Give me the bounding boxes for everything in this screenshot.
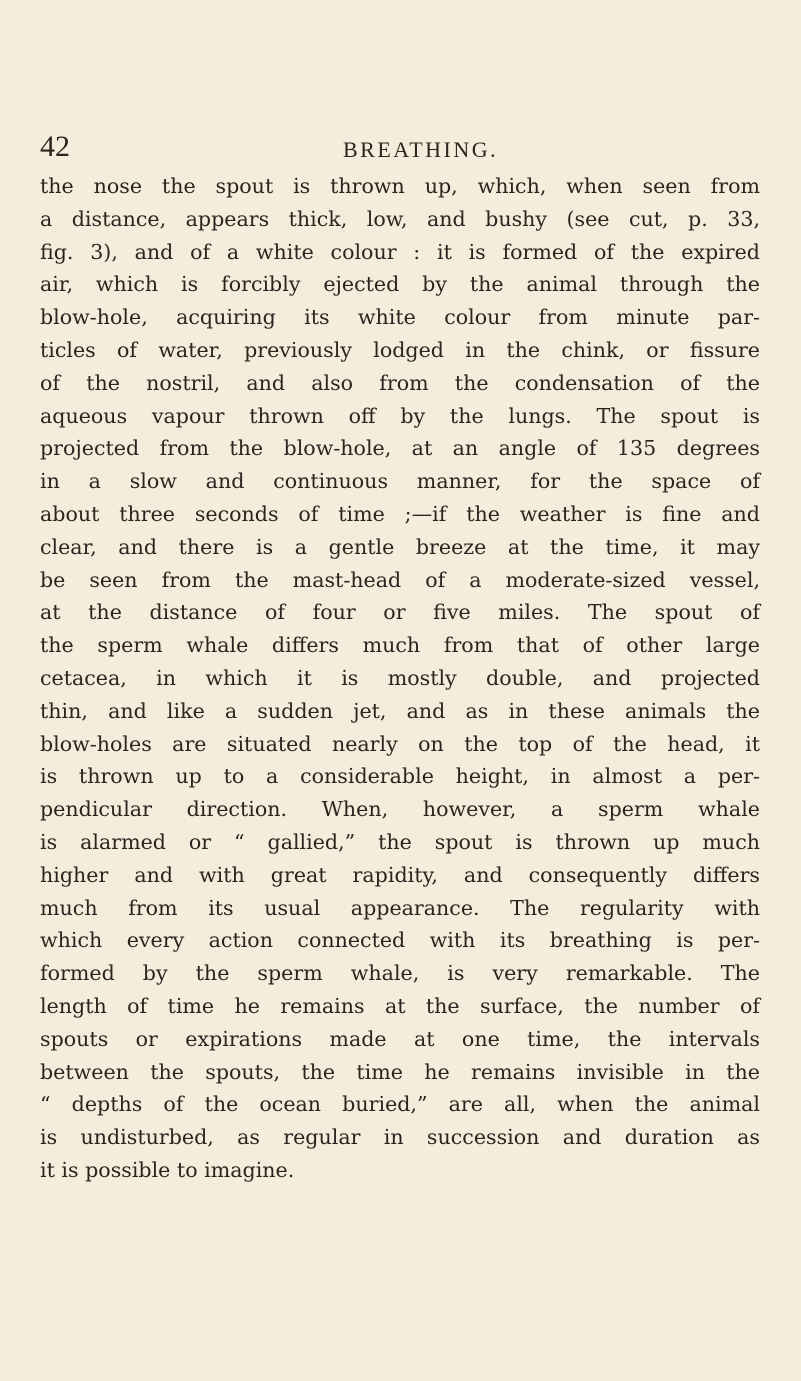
text-line: the sperm whale differs much from that of other large [40,633,760,658]
page-number: 42 [40,130,70,163]
text-line: be seen from the mast-head of a moderate-sized vessel, [40,567,760,592]
text-line: in a slow and continuous manner, for the space of [40,469,760,494]
text-line: formed by the sperm whale, is very remarkable. The [40,961,760,986]
text-line: fig. 3), and of a white colour : it is formed of the expired [40,239,760,264]
text-line: clear, and there is a gentle breeze at the time, it may [40,534,760,559]
text-line: much from its usual appearance. The regularity with [40,895,760,920]
text-line: projected from the blow-hole, at an angle of 135 degrees [40,436,760,461]
text-line: a distance, appears thick, low, and bushy (see cut, p. 33, [40,206,760,231]
text-line: “ depths of the ocean buried,” are all, when the animal [40,1092,760,1117]
text-line: air, which is forcibly ejected by the animal through the [40,272,760,297]
text-line: higher and with great rapidity, and consequently differs [40,862,760,887]
text-line: aqueous vapour thrown off by the lungs. The spout is [40,403,760,428]
text-line: spouts or expirations made at one time, the intervals [40,1026,760,1051]
text-line: thin, and like a sudden jet, and as in these animals the [40,698,760,723]
text-line: between the spouts, the time he remains invisible in the [40,1059,760,1084]
text-line: which every action connected with its breathing is per- [40,928,760,953]
text-line: the nose the spout is thrown up, which, when seen from [40,174,760,198]
text-line: blow-hole, acquiring its white colour from minute par- [40,305,760,330]
text-line: ticles of water, previously lodged in the chink, or fissure [40,337,760,362]
body-text [40,170,760,1187]
text-line: pendicular direction. When, however, a sperm whale [40,797,760,822]
text-line: it is possible to imagine. [40,1157,295,1182]
text-line: about three seconds of time ;—if the weather is fine and [40,501,760,526]
text-line: length of time he remains at the surface, the number of [40,993,760,1018]
text-line: at the distance of four or five miles. The spout of [40,600,760,625]
page-header [40,130,760,170]
text-line: blow-holes are situated nearly on the top of the head, it [40,731,760,756]
text-line: cetacea, in which it is mostly double, and projected [40,665,760,690]
text-line: is thrown up to a considerable height, in almost a per- [40,764,760,789]
running-head: BREATHING. [343,137,499,162]
text-line: is alarmed or “ gallied,” the spout is thrown up much [40,829,760,854]
text-line: of the nostril, and also from the condensation of the [40,370,760,395]
text-line: is undisturbed, as regular in succession and duration as [40,1125,760,1150]
